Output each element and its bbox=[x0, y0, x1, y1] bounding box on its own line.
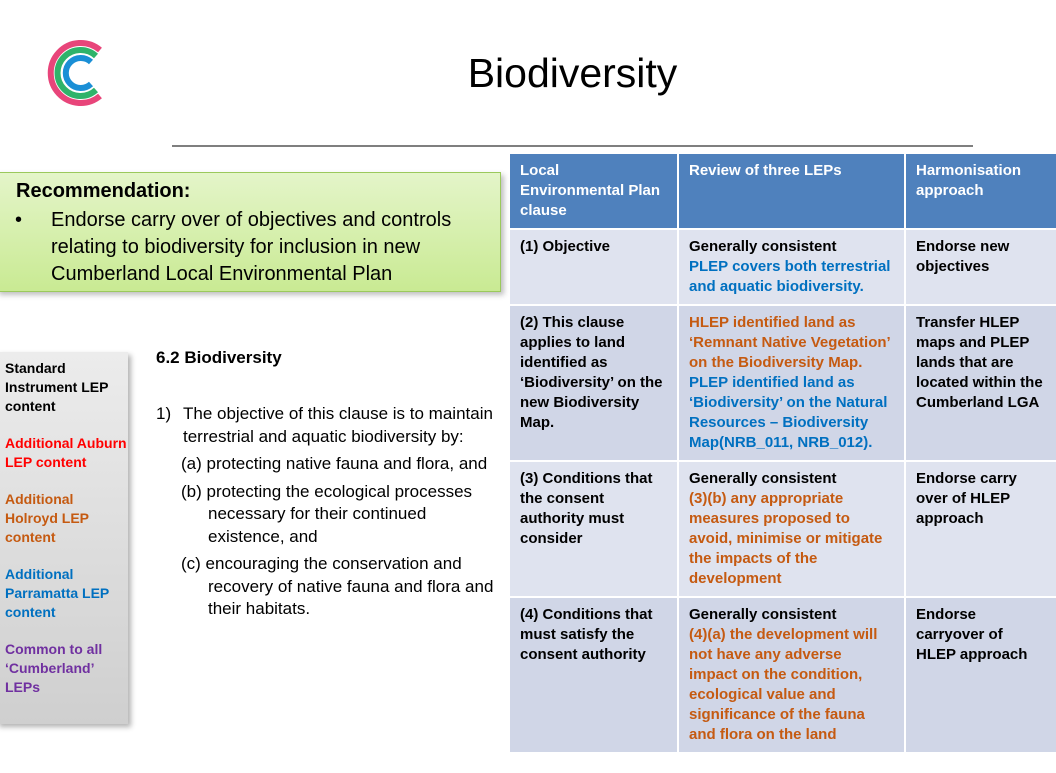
review-holroyd: (4)(a) the development will not have any adverse impact on the condition, ecological value and significance of the fauna and flora on the land bbox=[689, 626, 878, 743]
clause-sub-c: (c) encouraging the conservation and recovery of native fauna and flora and their habitats. bbox=[181, 554, 494, 618]
header-clause: Local Environmental Plan clause bbox=[510, 154, 679, 228]
cumberland-logo-icon bbox=[44, 36, 112, 110]
clause-sub-a: (a) protecting native fauna and flora, and bbox=[181, 454, 488, 473]
row-clause: (1) Objective bbox=[510, 230, 679, 304]
row-approach: Endorse new objectives bbox=[916, 238, 1010, 275]
recommendation-box bbox=[0, 172, 501, 292]
slide-title: Biodiversity bbox=[467, 50, 678, 96]
table-row bbox=[510, 306, 1056, 462]
row-approach: Endorse carry over of HLEP approach bbox=[916, 470, 1017, 527]
legend-item-standard: Standard Instrument LEP content bbox=[5, 360, 109, 414]
review-parramatta: PLEP identified land as ‘Biodiversity’ on the Natural Resources – Biodiversity Map(NRB_011, NRB_012). bbox=[689, 374, 888, 451]
legend-item-common: Common to all ‘Cumberland’ LEPs bbox=[5, 641, 103, 695]
bullet-icon: • bbox=[15, 209, 23, 231]
table-header-row bbox=[510, 154, 1056, 230]
clause-intro bbox=[156, 403, 501, 448]
clause-sub-b: (b) protecting the ecological processes necessary for their continued existence, and bbox=[181, 481, 473, 546]
legend-item-holroyd: Additional Holroyd LEP content bbox=[5, 491, 89, 545]
review-holroyd: HLEP identified land as ‘Remnant Native Vegetation’ on the Biodiversity Map. bbox=[689, 314, 890, 371]
row-review bbox=[679, 230, 906, 304]
row-clause: (2) This clause applies to land identified as ‘Biodiversity’ on the new Biodiversity Map. bbox=[510, 306, 679, 460]
row-approach: Endorse carryover of HLEP approach bbox=[916, 606, 1028, 663]
title-divider bbox=[172, 145, 973, 147]
review-holroyd: (3)(b) any appropriate measures proposed to avoid, minimise or mitigate the impacts of the development bbox=[689, 490, 883, 587]
clause-intro-text: The objective of this clause is to maintain terrestrial and aquatic biodiversity by: bbox=[183, 404, 493, 446]
row-clause: (3) Conditions that the consent authority must consider bbox=[510, 462, 679, 596]
review-main: Generally consistent bbox=[689, 470, 837, 487]
table-row bbox=[510, 230, 1056, 306]
row-review bbox=[679, 462, 906, 596]
review-main: Generally consistent bbox=[689, 238, 837, 255]
clause-number: 1) bbox=[156, 404, 172, 423]
comparison-table bbox=[510, 154, 1056, 773]
clause-heading: 6.2 Biodiversity bbox=[156, 348, 282, 367]
table-row bbox=[510, 462, 1056, 598]
clause-body bbox=[156, 403, 501, 621]
review-main: Generally consistent bbox=[689, 606, 837, 623]
recommendation-item bbox=[15, 207, 490, 288]
header-approach: Harmonisation approach bbox=[916, 162, 1022, 199]
review-parramatta: PLEP covers both terrestrial and aquatic biodiversity. bbox=[689, 258, 891, 295]
legend-panel bbox=[0, 352, 128, 724]
header-review: Review of three LEPs bbox=[679, 154, 906, 228]
legend-item-auburn: Additional Auburn LEP content bbox=[5, 435, 127, 470]
row-review bbox=[679, 598, 906, 752]
table-row bbox=[510, 598, 1056, 754]
row-clause: (4) Conditions that must satisfy the consent authority bbox=[510, 598, 679, 752]
recommendation-heading: Recommendation: bbox=[16, 180, 191, 202]
row-review bbox=[679, 306, 906, 460]
row-approach: Transfer HLEP maps and PLEP lands that are located within the Cumberland LGA bbox=[916, 314, 1043, 411]
recommendation-text: Endorse carry over of objectives and controls relating to biodiversity for inclusion in new Cumberland Local Environmental Plan bbox=[51, 209, 452, 285]
legend-item-parramatta: Additional Parramatta LEP content bbox=[5, 566, 110, 620]
